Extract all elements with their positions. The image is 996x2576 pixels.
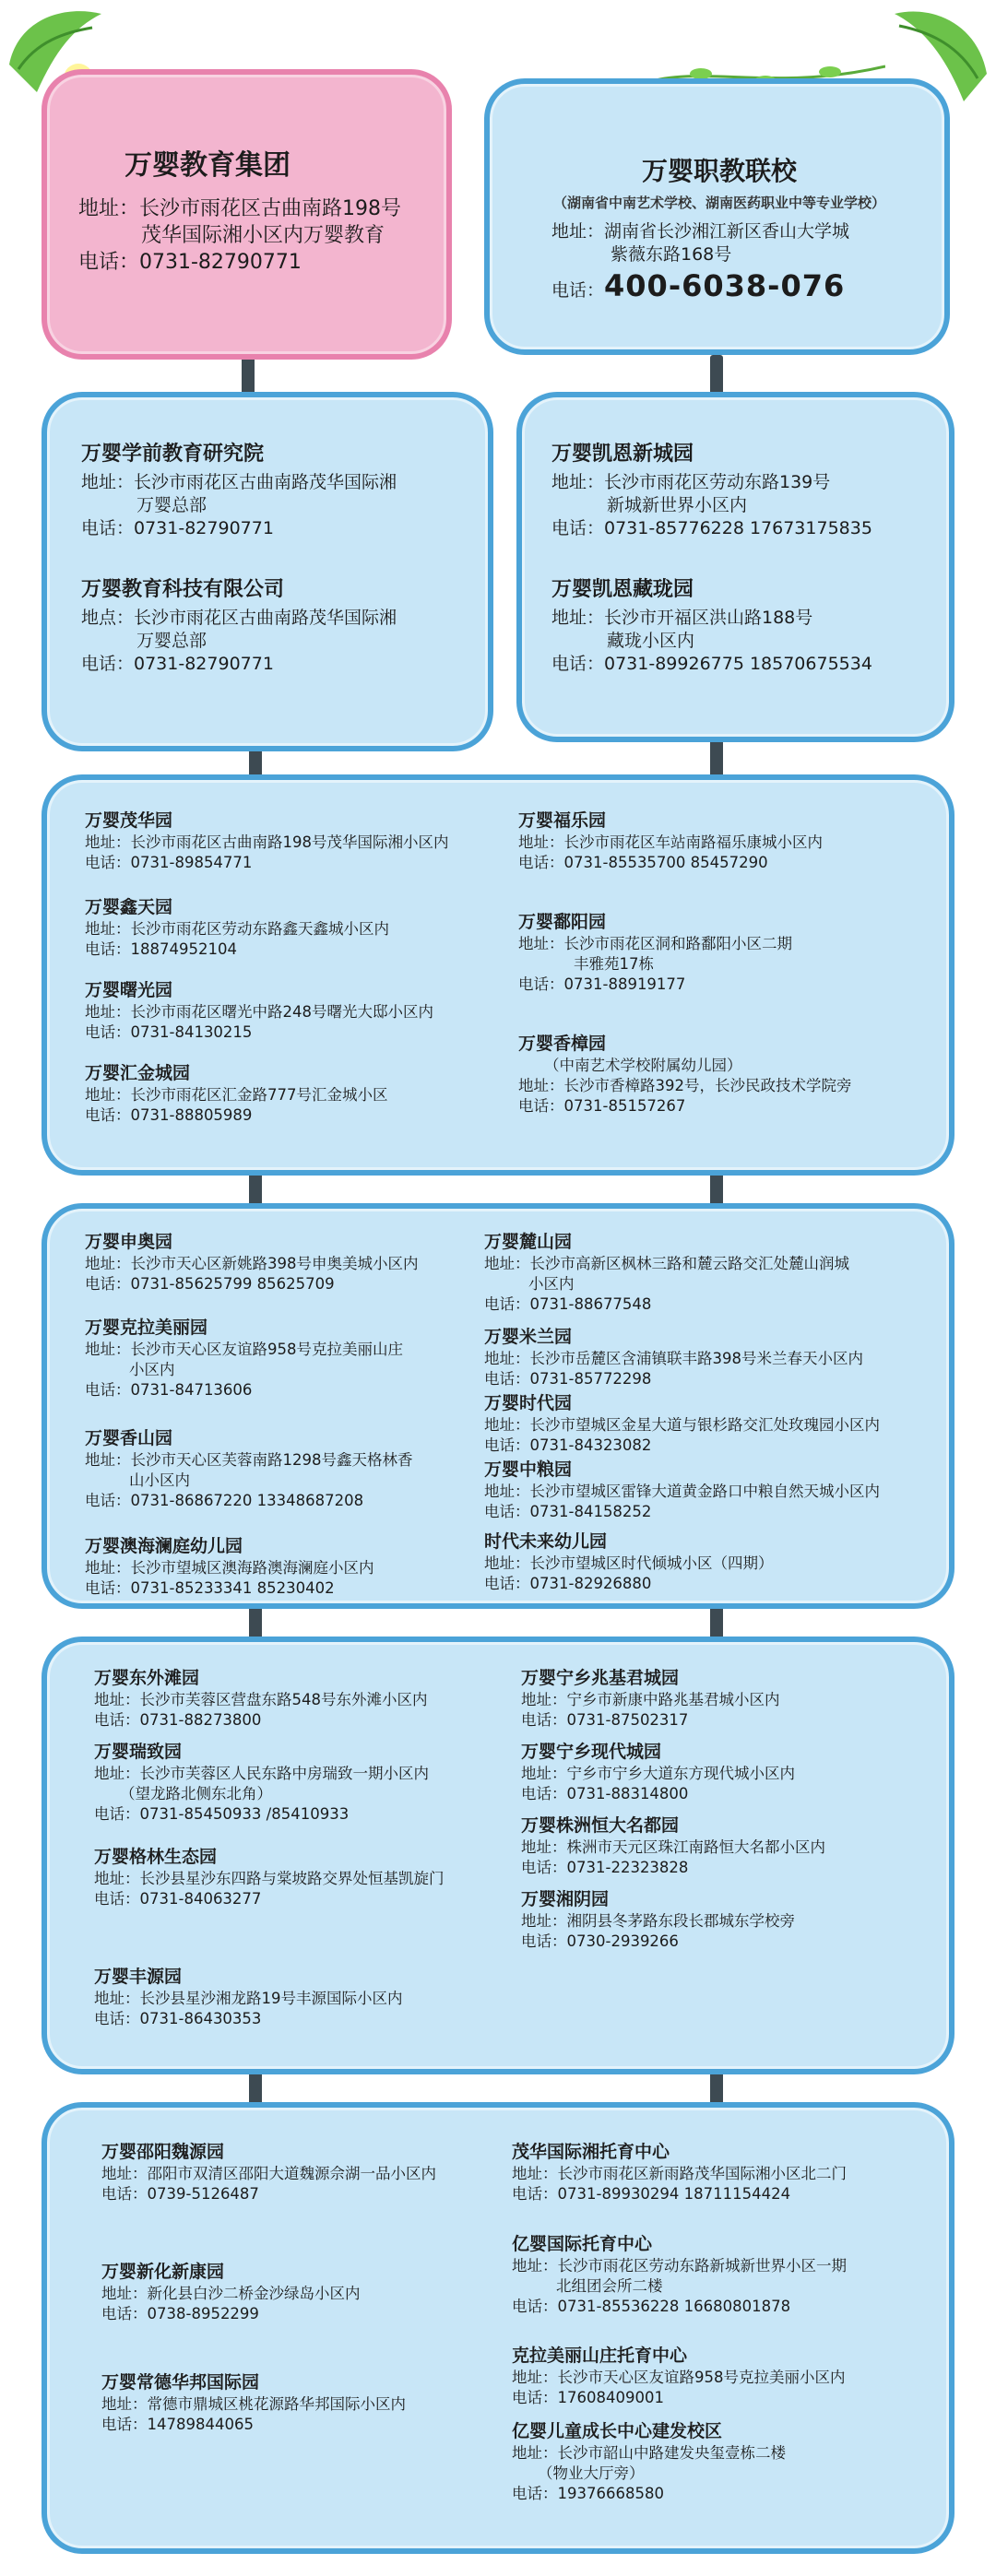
phone-line: 电话：0731-82790771 — [81, 518, 274, 539]
address-line: 万婴总部 — [136, 631, 208, 652]
phone-line: 电话：0731-85535700 85457290 — [518, 853, 768, 871]
location-name: 万婴学前教育研究院 — [81, 443, 265, 466]
address-line: 地址：长沙市望城区金星大道与银杉路交汇处玫瑰园小区内 — [484, 1416, 880, 1435]
phone-line: 电话：0731-89926775 18570675534 — [551, 654, 872, 675]
location-name: 时代未来幼儿园 — [484, 1531, 608, 1552]
group-headquarters-info — [78, 148, 401, 276]
phone-line: 电话：0731-84713606 — [85, 1380, 253, 1399]
location-name: 万婴茂华园 — [85, 810, 173, 831]
phone-line: 电话：0731-88677548 — [484, 1294, 652, 1313]
address-line: 地址：长沙市芙蓉区营盘东路548号东外滩小区内 — [94, 1691, 428, 1709]
address-line: 地址：长沙市天心区芙蓉南路1298号鑫天格林香 — [85, 1451, 413, 1470]
location-entry — [484, 1392, 880, 1456]
address-line: 地址：长沙市高新区枫林三路和麓云路交汇处麓山润城 — [484, 1255, 849, 1273]
phone-line: 电话：0731-88919177 — [518, 975, 686, 993]
phone-line: 电话：0731-85536228 16680801878 — [512, 2297, 791, 2315]
address-line: 地址：长沙市雨花区劳动东路139号 — [551, 472, 831, 493]
location-name: 万婴申奥园 — [85, 1232, 173, 1252]
address-line: 地址：长沙市香樟路392号，长沙民政技术学院旁 — [518, 1076, 852, 1094]
address-line: 地址：长沙市雨花区曙光中路248号曙光大邸小区内 — [85, 1003, 433, 1022]
location-entry — [85, 1317, 403, 1400]
location-entry — [521, 1667, 780, 1731]
location-entry — [85, 1427, 413, 1510]
location-name: 万婴凯恩新城园 — [551, 443, 694, 466]
location-entry — [512, 2420, 786, 2503]
address-line: 地址：新化县白沙二桥金沙绿岛小区内 — [101, 2285, 361, 2303]
location-entry — [81, 576, 397, 676]
location-entry — [521, 1888, 795, 1952]
phone-line: 电话：17608409001 — [512, 2388, 664, 2406]
location-entry — [521, 1741, 795, 1804]
address-line: 地址：长沙市望城区雷锋大道黄金路口中粮自然天城小区内 — [484, 1483, 880, 1501]
address-line: 地址：长沙市岳麓区含浦镇联丰路398号米兰春天小区内 — [484, 1350, 863, 1368]
address-line: 地址：长沙市雨花区劳动东路新城新世界小区一期 — [512, 2257, 847, 2275]
card-subtitle: （湖南省中南艺术学校、湖南医药职业中等专业学校） — [552, 194, 885, 211]
location-name: 万婴中粮园 — [484, 1459, 573, 1480]
phone-line: 电话：0731-85625799 85625709 — [85, 1274, 335, 1293]
location-name: 万婴格林生态园 — [94, 1847, 218, 1867]
location-entry — [94, 1667, 428, 1731]
address-line: 地址：长沙市雨花区古曲南路198号 — [78, 196, 401, 220]
location-entry — [521, 1814, 825, 1878]
address-line: 地址：长沙市雨花区劳动东路鑫天鑫城小区内 — [85, 920, 389, 939]
address-line: 地址：长沙县星沙东四路与棠坡路交界处恒基凯旋门 — [94, 1870, 445, 1888]
location-entry — [94, 1741, 429, 1824]
location-name: 亿婴儿童成长中心建发校区 — [512, 2421, 723, 2441]
location-name: 万婴株洲恒大名都园 — [521, 1815, 680, 1836]
address-line: 紫薇东路168号 — [611, 243, 732, 265]
address-line: 地址：湘阴县冬茅路东段长郡城东学校旁 — [521, 1912, 795, 1931]
address-line: 小区内 — [129, 1360, 175, 1378]
location-name: 万婴福乐园 — [518, 810, 607, 831]
location-name: 万婴新化新康园 — [101, 2262, 225, 2282]
address-line: 地址：长沙市雨花区新雨路茂华国际湘小区北二门 — [512, 2165, 847, 2183]
address-line: （中南艺术学校附属幼儿园） — [544, 1057, 742, 1075]
phone-label: 电话： — [551, 279, 605, 301]
phone-line: 电话：0731-22323828 — [521, 1858, 689, 1876]
location-entry — [484, 1231, 849, 1314]
location-name: 万婴丰源园 — [94, 1967, 183, 1987]
address-line: 地址：宁乡市新康中路兆基君城小区内 — [521, 1691, 780, 1709]
address-line: 地址：长沙县星沙湘龙路19号丰源国际小区内 — [94, 1990, 403, 2008]
address-line: （物业大厅旁） — [538, 2464, 645, 2482]
location-entry — [94, 1846, 445, 1909]
address-line: 山小区内 — [129, 1471, 190, 1489]
location-entry — [85, 896, 389, 960]
location-name: 万婴教育科技有限公司 — [81, 578, 285, 601]
location-entry — [512, 2141, 847, 2204]
address-line: 地址：长沙市天心区友谊路958号克拉美丽小区内 — [512, 2369, 846, 2387]
location-entry — [484, 1459, 880, 1522]
phone-line: 电话：0731-85776228 17673175835 — [551, 518, 872, 539]
location-name: 万婴汇金城园 — [85, 1063, 191, 1083]
address-line: 万婴总部 — [136, 495, 208, 516]
location-entry — [85, 1062, 388, 1126]
location-name: 万婴麓山园 — [484, 1232, 573, 1252]
phone-line: 电话：0731-84063277 — [94, 1889, 262, 1908]
phone-line: 电话：0738-8952299 — [101, 2304, 259, 2322]
address-line: 地址：湖南省长沙湘江新区香山大学城 — [551, 220, 850, 242]
location-name: 万婴米兰园 — [484, 1327, 573, 1347]
address-line: 地址：长沙市雨花区车站南路福乐康城小区内 — [518, 833, 823, 852]
phone-line: 电话：19376668580 — [512, 2484, 664, 2502]
address-line: 小区内 — [528, 1274, 575, 1293]
phone-line: 电话：0731-85450933 /85410933 — [94, 1804, 350, 1823]
hotline-number: 400-6038-076 — [604, 267, 846, 303]
phone-line: 电话：0730-2939266 — [521, 1932, 679, 1950]
address-line: 地址：长沙市天心区友谊路958号克拉美丽山庄 — [85, 1341, 403, 1359]
phone-line: 电话：0731-89930294 18711154424 — [512, 2184, 791, 2203]
location-entry — [101, 2261, 361, 2324]
address-line: （望龙路北侧东北角） — [120, 1784, 272, 1802]
location-name: 万婴曙光园 — [85, 980, 173, 1000]
location-entry — [85, 1535, 374, 1599]
phone-line: 电话：0731-84130215 — [85, 1022, 253, 1041]
address-line: 新城新世界小区内 — [607, 495, 748, 516]
location-name: 万婴常德华邦国际园 — [101, 2372, 260, 2393]
address-line: 地址：长沙市望城区时代倾城小区（四期） — [484, 1554, 774, 1573]
location-entry — [518, 1033, 852, 1116]
phone-line: 电话：18874952104 — [85, 939, 237, 958]
phone-line: 电话：0731-85772298 — [484, 1369, 652, 1388]
address-line: 地址：宁乡市宁乡大道东方现代城小区内 — [521, 1765, 795, 1783]
phone-line: 电话：0731-88805989 — [85, 1105, 253, 1124]
location-entry — [512, 2233, 847, 2316]
location-name: 茂华国际湘托育中心 — [512, 2142, 670, 2162]
phone-line: 电话：0731-86867220 13348687208 — [85, 1491, 364, 1509]
location-name: 万婴克拉美丽园 — [85, 1318, 208, 1338]
location-name: 亿婴国际托育中心 — [512, 2234, 653, 2254]
phone-line: 电话：0731-82926880 — [484, 1574, 652, 1592]
location-name: 万婴瑞致园 — [94, 1742, 183, 1762]
location-entry — [81, 441, 397, 540]
address-line: 地址：长沙市雨花区古曲南路茂华国际湘 — [81, 472, 397, 493]
address-line: 地址：长沙市韶山中路建发央玺壹栋二楼 — [512, 2444, 786, 2463]
location-entry — [94, 1966, 403, 2029]
location-entry — [518, 911, 792, 994]
location-entry — [484, 1530, 774, 1594]
location-name: 克拉美丽山庄托育中心 — [512, 2346, 688, 2366]
phone-line: 电话：0731-87502317 — [521, 1710, 689, 1729]
phone-line: 电话：0731-82790771 — [81, 654, 274, 675]
location-name: 万婴湘阴园 — [521, 1889, 610, 1909]
location-name: 万婴香山园 — [85, 1428, 173, 1448]
phone-line: 电话：0739-5126487 — [101, 2184, 259, 2203]
location-name: 万婴东外滩园 — [94, 1668, 200, 1688]
address-line: 地址：长沙市雨花区洞和路鄱阳小区二期 — [518, 935, 792, 953]
phone-line: 电话：0731-85233341 85230402 — [85, 1578, 335, 1597]
location-name: 万婴凯恩藏珑园 — [551, 578, 694, 601]
phone-line: 电话：14789844065 — [101, 2415, 254, 2433]
location-entry — [518, 809, 823, 873]
phone-line: 电话：0731-84323082 — [484, 1436, 652, 1454]
location-name: 万婴时代园 — [484, 1393, 573, 1413]
location-name: 万婴香樟园 — [518, 1034, 607, 1054]
address-line: 地址：长沙市开福区洪山路188号 — [551, 608, 813, 629]
phone-line: 电话：0731-88273800 — [94, 1710, 262, 1729]
address-line: 地址：长沙市雨花区古曲南路198号茂华国际湘小区内 — [85, 833, 449, 852]
location-entry — [484, 1326, 863, 1389]
card-title: 万婴教育集团 — [125, 149, 290, 182]
phone-line: 电话：0731-84158252 — [484, 1502, 652, 1520]
address-line: 北组团会所二楼 — [556, 2276, 663, 2295]
card-title: 万婴职教联校 — [641, 156, 797, 186]
phone-line: 电话：0731-82790771 — [78, 250, 302, 274]
location-entry — [85, 1231, 419, 1294]
location-name: 万婴宁乡现代城园 — [521, 1742, 662, 1762]
location-name: 万婴鑫天园 — [85, 897, 173, 917]
phone-line: 电话：0731-85157267 — [518, 1096, 686, 1115]
location-entry — [101, 2141, 436, 2204]
address-line: 茂华国际湘小区内万婴教育 — [141, 223, 385, 247]
address-line: 地址：长沙市雨花区汇金路777号汇金城小区 — [85, 1086, 388, 1105]
phone-line: 电话：0731-86430353 — [94, 2009, 262, 2027]
address-line: 地点：长沙市雨花区古曲南路茂华国际湘 — [81, 608, 397, 629]
address-line: 地址：邵阳市双清区邵阳大道魏源佘湖一品小区内 — [101, 2165, 436, 2183]
address-line: 丰雅苑17栋 — [574, 954, 654, 973]
location-entry — [551, 576, 872, 676]
phone-line: 电话：0731-88314800 — [521, 1784, 689, 1802]
location-entry — [512, 2345, 846, 2408]
location-name: 万婴邵阳魏源园 — [101, 2142, 225, 2162]
address-line: 地址：株洲市天元区珠江南路恒大名都小区内 — [521, 1838, 825, 1857]
phone-line: 电话：0731-89854771 — [85, 853, 253, 871]
vocational-school-info — [516, 155, 922, 305]
address-line: 地址：长沙市天心区新姚路398号申奥美城小区内 — [85, 1255, 419, 1273]
address-line: 藏珑小区内 — [607, 631, 695, 652]
location-entry — [551, 441, 872, 540]
location-name: 万婴宁乡兆基君城园 — [521, 1668, 680, 1688]
location-entry — [101, 2371, 406, 2435]
address-line: 地址：长沙市望城区澳海路澳海澜庭小区内 — [85, 1559, 374, 1578]
location-entry — [85, 979, 433, 1043]
address-line: 地址：长沙市芙蓉区人民东路中房瑞致一期小区内 — [94, 1765, 429, 1783]
location-name: 万婴鄱阳园 — [518, 912, 607, 932]
location-name: 万婴澳海澜庭幼儿园 — [85, 1536, 243, 1556]
address-line: 地址：常德市鼎城区桃花源路华邦国际小区内 — [101, 2395, 406, 2414]
location-entry — [85, 809, 449, 873]
